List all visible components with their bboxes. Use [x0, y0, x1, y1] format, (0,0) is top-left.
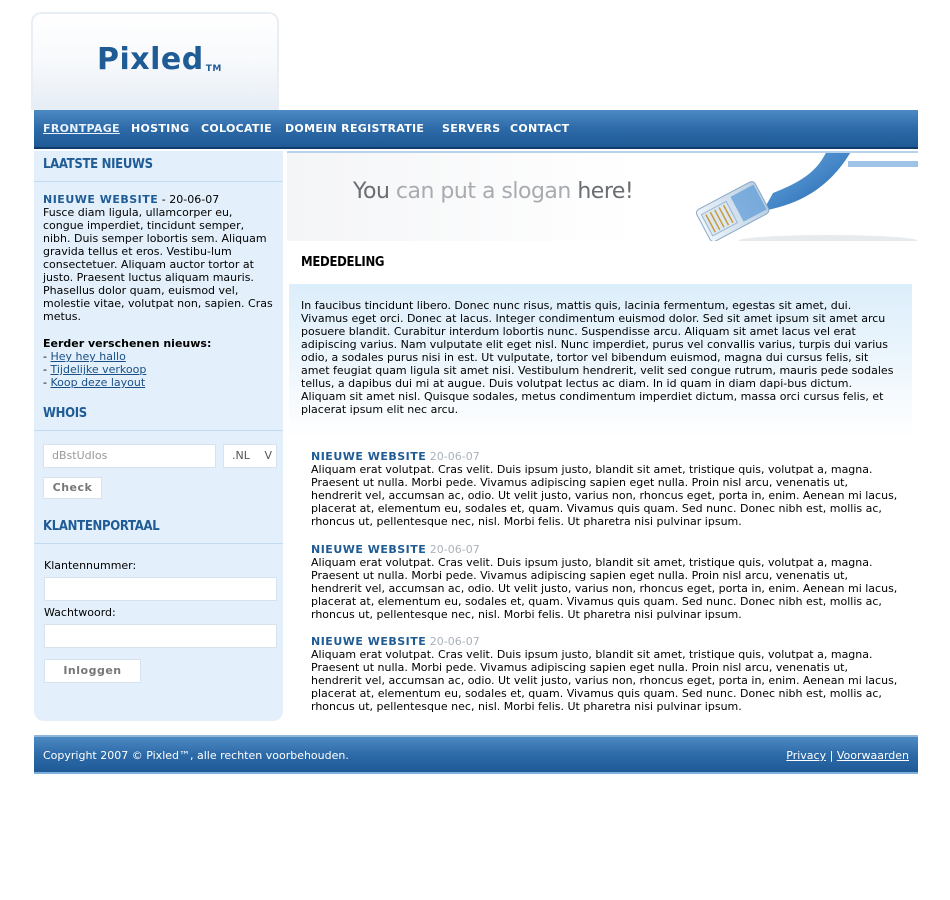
footer-separator: | — [829, 749, 834, 762]
article-text: Aliquam erat volutpat. Cras velit. Duis ipsum justo, blandit sit amet, tristique quis, volutpat a, magna. Praesent ut nulla. Morbi pede. Vivamus adipiscing sapien eget nulla. Proin nisl arcu, venenatis ut, hendrerit vel, accumsan ac, odio. Ut velit justo, varius non, rhoncus eget, porta in, enim. Aenean mi lacus, placerat at, elementum eu, sodales et, quam. Vivamus quis quam. Sed nunc. Donec nibh est, mollis ac, rhoncus ut, pellentesque nec, nisl. Morbi felis. Ut pharetra nisi pulvinar ipsum. — [311, 648, 898, 713]
older-news-heading: Eerder verschenen nieuws: — [43, 337, 212, 350]
slogan-part: You — [353, 179, 390, 204]
news-item-text: Fusce diam ligula, ullamcorper eu, congue imperdiet, tincidunt semper, nibh. Duis semper lobortis sem. Aliquam gravida tellus et eros. Vestibu-lum consectetuer. Aliquam auctor tortor at justo. Praesent luctus aliquam mauris. Phasellus dolor quam, euismod vel, molestie vitae, volutpat non, sapien. Cras metus. — [43, 206, 273, 323]
news-article — [311, 450, 901, 528]
news-item-title[interactable]: NIEUWE WEBSITE — [43, 193, 159, 206]
terms-link[interactable]: Voorwaarden — [836, 749, 909, 762]
portal-heading: KLANTENPORTAAL — [43, 519, 160, 534]
news-item-date: - 20-06-07 — [158, 193, 220, 206]
news-heading: LAATSTE NIEUWS — [43, 157, 153, 172]
older-news-link[interactable]: Tijdelijke verkoop — [50, 363, 147, 376]
divider — [34, 181, 283, 182]
article-text: Aliquam erat volutpat. Cras velit. Duis ipsum justo, blandit sit amet, tristique quis, volutpat a, magna. Praesent ut nulla. Morbi pede. Vivamus adipiscing sapien eget nulla. Proin nisl arcu, venenatis ut, hendrerit vel, accumsan ac, odio. Ut velit justo, varius non, rhoncus eget, porta in, enim. Aenean mi lacus, placerat at, elementum eu, sodales et, quam. Vivamus quis quam. Sed nunc. Donec nibh est, mollis ac, rhoncus ut, pellentesque nec, nisl. Morbi felis. Ut pharetra nisi pulvinar ipsum. — [311, 556, 898, 621]
chevron-down-icon: V — [264, 449, 272, 462]
main-nav — [34, 110, 918, 149]
tld-value: .NL — [232, 449, 250, 462]
slogan-part: can put a slogan — [389, 179, 578, 204]
article-title[interactable]: NIEUWE WEBSITE — [311, 543, 427, 556]
article-date: 20-06-07 — [426, 635, 480, 648]
notice-box: In faucibus tincidunt libero. Donec nunc risus, mattis quis, lacinia fermentum, egestas sit amet, dui. Vivamus eget orci. Donec at lacus. Integer condimentum euismod dolor. Sed sit amet ipsum sit amet arcu posuere blandit. Curabitur interdum lobortis nunc. Suspendisse arcu. Aliquam sit amet lacus vel erat adipiscing varius. Nam vulputate elit eget nisl. Nunc imperdiet, purus vel convallis varius, turpis dui varius odio, a sodales purus nisi in est. Ut vulputate, tortor vel bibendum euismod, magna dui cursus felis, sit amet feugiat quam ligula sit amet nisi. Vestibulum hendrerit, velit sed congue rutrum, mauris pede sodales tellus, a dapibus dui mi at augue. Duis volutpat lectus ac diam. In id quam in diam dapi-bus dictum. Aliquam sit amet nisl. Quisque sodales, metus condimentum imperdiet dictum, massa orci cursus felis, et placerat ipsum elit nec arcu. — [289, 284, 912, 439]
article-title[interactable]: NIEUWE WEBSITE — [311, 635, 427, 648]
latest-news — [43, 193, 275, 389]
login-button[interactable]: Inloggen — [44, 659, 141, 683]
slogan — [353, 179, 633, 204]
logo[interactable] — [97, 42, 222, 77]
older-news-link[interactable]: Koop deze layout — [50, 376, 146, 389]
privacy-link[interactable]: Privacy — [786, 749, 827, 762]
nav-contact[interactable]: CONTACT — [510, 122, 570, 135]
nav-hosting[interactable]: HOSTING — [131, 122, 190, 135]
customer-number-field[interactable] — [44, 577, 277, 601]
nav-colocatie[interactable]: COLOCATIE — [201, 122, 272, 135]
list-item: - Tijdelijke verkoop — [43, 363, 147, 376]
nav-domein-registratie[interactable]: DOMEIN REGISTRATIE — [285, 122, 425, 135]
article-title[interactable]: NIEUWE WEBSITE — [311, 450, 427, 463]
article-date: 20-06-07 — [426, 543, 480, 556]
trademark-mark: TM — [205, 64, 222, 74]
logo-panel — [31, 12, 279, 110]
list-item: - Hey hey hallo — [43, 350, 126, 363]
news-article — [311, 635, 901, 713]
brand-name: Pixled — [97, 42, 204, 77]
older-news-list — [43, 350, 275, 389]
customer-number-label: Klantennummer: — [44, 559, 137, 572]
divider — [34, 543, 283, 544]
article-date: 20-06-07 — [426, 450, 480, 463]
footer — [34, 735, 918, 774]
nav-frontpage[interactable]: FRONTPAGE — [43, 122, 120, 135]
list-item: - Koop deze layout — [43, 376, 146, 389]
older-news-link[interactable]: Hey hey hallo — [50, 350, 126, 363]
article-text: Aliquam erat volutpat. Cras velit. Duis ipsum justo, blandit sit amet, tristique quis, volutpat a, magna. Praesent ut nulla. Morbi pede. Vivamus adipiscing sapien eget nulla. Proin nisl arcu, venenatis ut, hendrerit vel, accumsan ac, odio. Ut velit justo, varius non, rhoncus eget, porta in, enim. Aenean mi lacus, placerat at, elementum eu, sodales et, quam. Vivamus quis quam. Sed nunc. Donec nibh est, mollis ac, rhoncus ut, pellentesque nec, nisl. Morbi felis. Ut pharetra nisi pulvinar ipsum. — [311, 463, 898, 528]
domain-input[interactable]: dBstUdIos — [43, 444, 216, 468]
tld-select[interactable] — [223, 444, 277, 468]
sidebar — [34, 151, 283, 721]
password-field[interactable] — [44, 624, 277, 648]
footer-links — [786, 749, 909, 762]
check-button[interactable]: Check — [43, 477, 102, 499]
divider — [34, 430, 283, 431]
nav-servers[interactable]: SERVERS — [442, 122, 501, 135]
copyright-text: Copyright 2007 © Pixled™, alle rechten voorbehouden. — [43, 749, 349, 762]
slogan-part: here! — [577, 179, 634, 204]
slogan-banner — [287, 151, 918, 241]
whois-heading: WHOIS — [43, 406, 87, 421]
network-cable-image — [678, 153, 918, 241]
password-label: Wachtwoord: — [44, 606, 116, 619]
news-article — [311, 543, 901, 621]
notice-heading: MEDEDELING — [301, 255, 385, 270]
